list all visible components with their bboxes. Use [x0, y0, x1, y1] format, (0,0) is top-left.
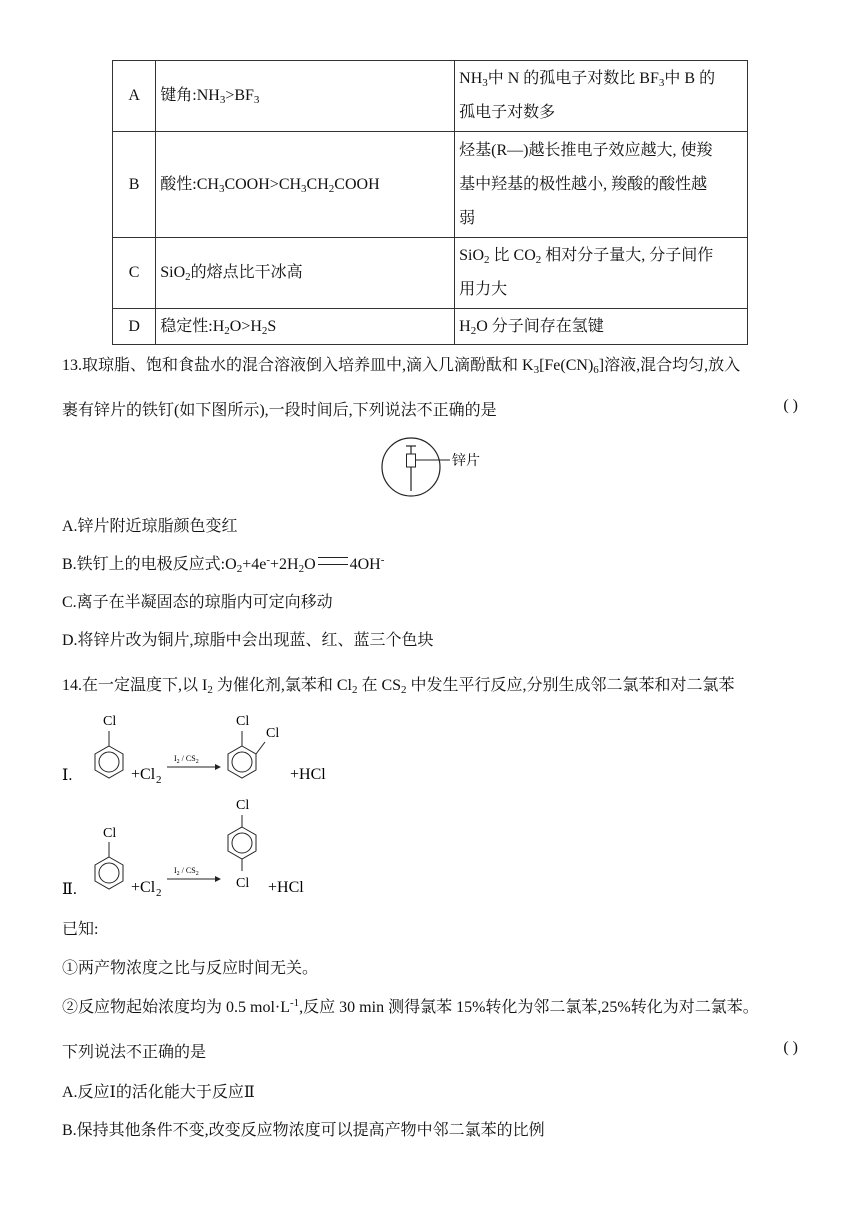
p-dichlorobenzene-structure: [228, 815, 256, 871]
q13-option-d: D.将锌片改为铜片,琼脂中会出现蓝、红、蓝三个色块: [62, 632, 434, 649]
q13-stem-line1: 13.取琼脂、饱和食盐水的混合溶液倒入培养皿中,滴入几滴酚酞和 $K_3[Fe(CN)_6]$溶液,混合均匀,放入: [62, 357, 741, 376]
cl-label: Cl: [236, 876, 250, 891]
answer-blank: ( ): [783, 397, 798, 414]
explanation-cell: $NH_3$中 N 的孤电子对数比 $BF_3$中 B 的 孤电子对数多: [455, 61, 748, 132]
cl-label: Cl: [266, 726, 280, 741]
q13-stem-line2: 裹有锌片的铁钉(如下图所示),一段时间后,下列说法不正确的是: [62, 402, 497, 419]
phenomenon-cell: 键角$:NH_3>BF_3$: [156, 61, 455, 132]
explanation-cell: SiO$_2$ 比 $CO_2$ 相对分子量大, 分子间作 用力大: [455, 238, 748, 309]
petri-dish-figure: [378, 436, 518, 500]
row-label: C: [113, 238, 156, 309]
hcl-label: +HCl: [290, 766, 326, 783]
phenomenon-cell: 稳定性$:H_2O>H_2S$: [156, 309, 455, 345]
row-label: B: [113, 132, 156, 238]
q14-option-a: A.反应Ⅰ的活化能大于反应Ⅱ: [62, 1084, 255, 1101]
cl-label: Cl: [103, 826, 117, 841]
table-row: [113, 61, 748, 132]
reaction-2-label: Ⅱ.: [62, 881, 77, 898]
q13-option-b: B.铁钉上的电极反应式$:O_2+4e^-+2H_2O$ 4OH-: [62, 554, 385, 575]
zinc-label: 锌片: [452, 454, 480, 469]
q13-option-a: A.锌片附近琼脂颜色变红: [62, 518, 238, 535]
known-1: ①两产物浓度之比与反应时间无关。: [62, 960, 319, 977]
o-dichlorobenzene-structure: [228, 731, 265, 778]
reagent-subscript: 2: [156, 887, 162, 899]
q14-question: 下列说法不正确的是: [62, 1044, 207, 1061]
catalyst-label: $I_2 / CS_2$: [174, 866, 199, 877]
known-heading: 已知:: [62, 921, 99, 938]
phenomenon-cell: SiO$_2$的熔点比干冰高: [156, 238, 455, 309]
reagent-subscript: 2: [156, 774, 162, 786]
known-2: ②反应物起始浓度均为 0.5 $mol\cdot L^{-1}$,反应 30 min 测得氯苯 15%转化为邻二氯苯,25%转化为对二氯苯。: [62, 997, 759, 1016]
chlorobenzene-structure: [95, 842, 123, 889]
table-row: [113, 309, 748, 345]
cl-label: Cl: [103, 714, 117, 729]
q14-option-b: B.保持其他条件不变,改变反应物浓度可以提高产物中邻二氯苯的比例: [62, 1122, 545, 1139]
reaction-scheme: [60, 705, 360, 905]
row-label: D: [113, 309, 156, 345]
hcl-label: +HCl: [268, 879, 304, 896]
answer-blank: ( ): [783, 1039, 798, 1056]
chlorobenzene-structure: [95, 731, 123, 778]
table-row: [113, 238, 748, 309]
comparison-table: [112, 60, 748, 345]
cl-label: Cl: [236, 798, 250, 813]
q14-stem: 14.在一定温度下,以 $I_2$ 为催化剂,氯苯和 $Cl_2$ 在 $CS_2$ 中发生平行反应,分别生成邻二氯苯和对二氯苯: [62, 677, 735, 696]
phenomenon-cell: 酸性$:CH_3COOH>CH_3CH_2COOH$: [156, 132, 455, 238]
cl-label: Cl: [236, 714, 250, 729]
explanation-cell: 烃基(R—)越长推电子效应越大, 使羧 基中羟基的极性越小, 羧酸的酸性越 弱: [455, 132, 748, 238]
explanation-cell: $H_2O$ 分子间存在氢键: [455, 309, 748, 345]
catalyst-label: $I_2 / CS_2$: [174, 754, 199, 765]
reaction-1-label: Ⅰ.: [62, 767, 73, 784]
reagent-cl2: +Cl: [131, 766, 156, 783]
reagent-cl2: +Cl: [131, 879, 156, 896]
row-label: A: [113, 61, 156, 132]
equals-sign: [318, 557, 348, 565]
table-row: [113, 132, 748, 238]
q13-option-c: C.离子在半凝固态的琼脂内可定向移动: [62, 594, 333, 611]
